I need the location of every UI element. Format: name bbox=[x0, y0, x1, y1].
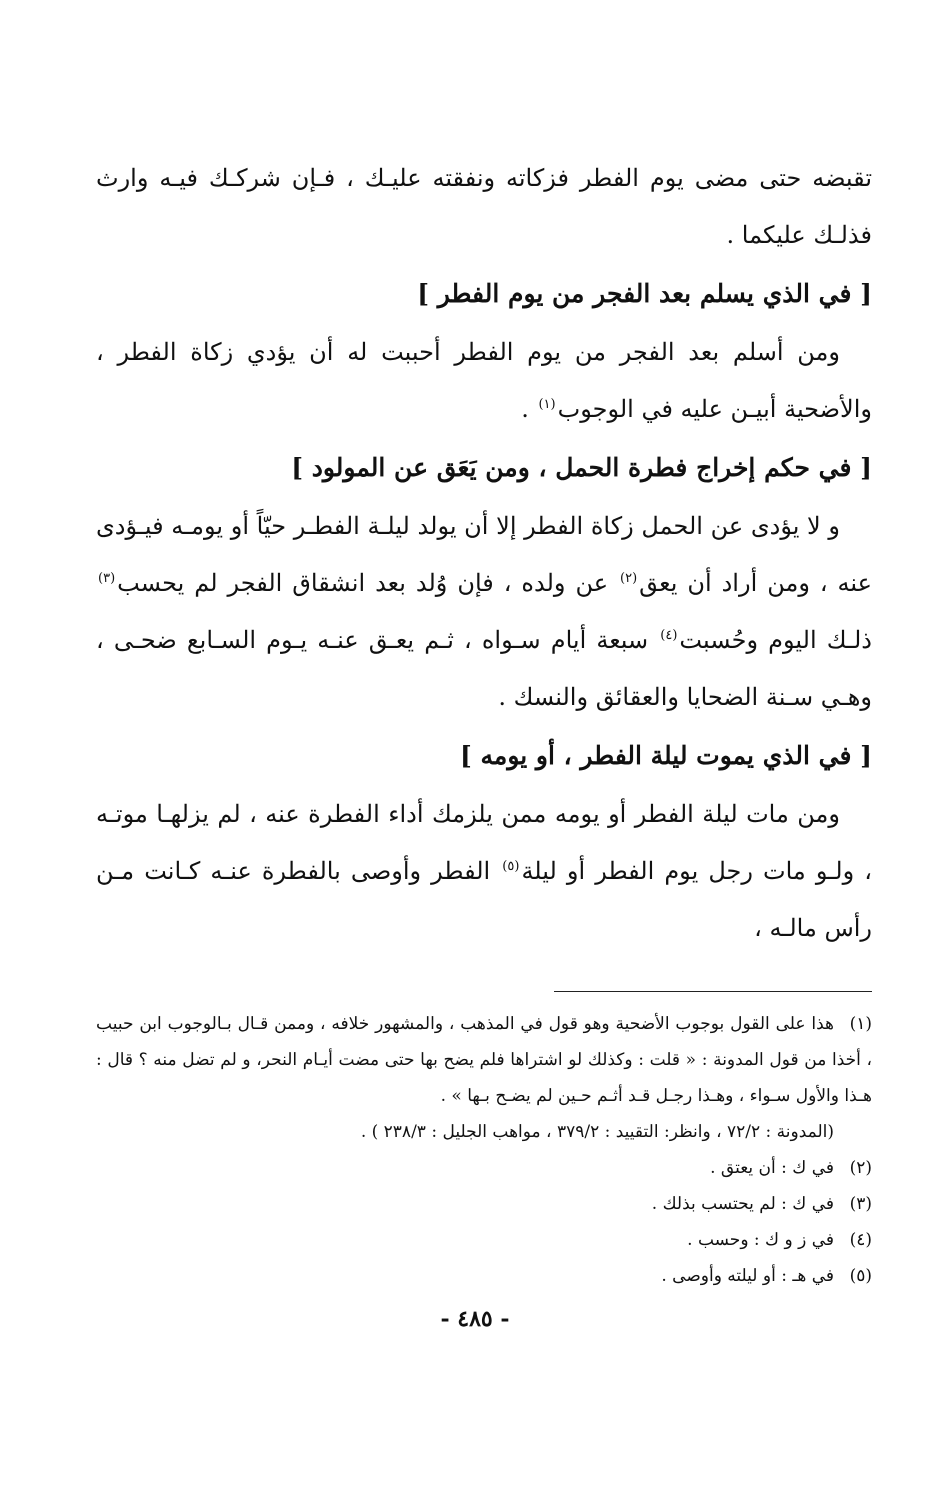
paragraph-2-text: ومن أسلم بعد الفجر من يوم الفطر أحببت له أن يؤدي زكاة الفطر ، والأضحية أبيـن عليه في الوجوب bbox=[96, 338, 872, 423]
footnote-4-number: (٤) bbox=[849, 1230, 872, 1250]
footnote-separator bbox=[554, 991, 872, 992]
section-heading-2: [ في حكم إخراج فطرة الحمل ، ومن يَعَق عن المولود ] bbox=[291, 453, 872, 482]
footnote-4-text: في ز و ك : وحسب . bbox=[687, 1230, 834, 1250]
footnote-ref-1[interactable]: (١) bbox=[538, 397, 556, 412]
footnote-1-text: هذا على القول بوجوب الأضحية وهو قول في المذهب ، والمشهور خلافه ، وممن قـال بـالوجوب ابن حبيب ، أخذا من قول المدونة : « قلت : وكذلك لو اشتراها فلم يضح بها حتى مضت أيـام النحر، و لم تضل منه ؟ قال : هـذا والأول سـواء ، وهـذا رجـل قـد أثـم حـين لم يضـح بـها » . bbox=[96, 1014, 872, 1106]
section-heading-1: [ في الذي يسلم بعد الفجر من يوم الفطر ] bbox=[417, 279, 872, 308]
footnote-2-number: (٢) bbox=[849, 1158, 872, 1178]
footnote-ref-5[interactable]: (٥) bbox=[502, 859, 520, 874]
footnote-ref-4[interactable]: (٤) bbox=[660, 628, 678, 643]
footnote-4 bbox=[96, 1222, 872, 1258]
footnote-5-number: (٥) bbox=[849, 1266, 872, 1286]
paragraph-2-end: . bbox=[521, 395, 537, 423]
footnote-1-sources: (المدونة : ٧٢/٢ ، وانظر: التقييد : ٣٧٩/٢ ، مواهب الجليل : ٢٣٨/٣ ) . bbox=[360, 1122, 834, 1142]
paragraph-1-text: تقبضه حتى مضى يوم الفطر فزكاته ونفقته عليـك ، فـإن شركـك فيـه وارث فذلـك عليكما . bbox=[96, 164, 872, 249]
page-number: - ٤٨٥ - bbox=[440, 1306, 510, 1332]
paragraph-3-text-b: عن ولده ، فإن وُلد بعد انشقاق الفجر لم يحسب bbox=[117, 569, 618, 597]
footnote-5-text: في هـ : أو ليلته وأوصى . bbox=[661, 1266, 834, 1286]
paragraph-2 bbox=[96, 324, 872, 438]
footnote-3-number: (٣) bbox=[849, 1194, 872, 1214]
footnote-ref-2[interactable]: (٢) bbox=[620, 571, 638, 586]
footnote-2-text: في ك : أن يعتق . bbox=[710, 1158, 834, 1178]
paragraph-4-text-a: ومن مات ليلة الفطر أو يومه ممن يلزمك أداء الفطرة عنه ، لم يزلهـا موتـه ، ولـو مات رجل يوم الفطر أو ليلة bbox=[96, 800, 872, 885]
footnote-3 bbox=[96, 1186, 872, 1222]
footnote-5 bbox=[96, 1258, 872, 1294]
paragraph-1 bbox=[96, 150, 872, 264]
paragraph-4-text-b: الفطر وأوصى بالفطرة عنـه كـانت مـن رأس مالـه ، bbox=[96, 857, 872, 942]
paragraph-3-text-a: و لا يؤدى عن الحمل زكاة الفطر إلا أن يولد ليلـة الفطـر حيّاً أو يومـه فيـؤدى عنه ، ومن أراد أن يعق bbox=[96, 512, 872, 597]
paragraph-3-text-d: سبعة أيام سـواه ، ثـم يعـق عنـه يـوم السـابع ضحـى ، وهـي سـنة الضحايا والعقائق والنسك . bbox=[96, 626, 872, 711]
footnote-2 bbox=[96, 1150, 872, 1186]
footnote-3-text: في ك : لم يحتسب بذلك . bbox=[651, 1194, 834, 1214]
page-content bbox=[96, 150, 872, 1294]
footnote-ref-3[interactable]: (٣) bbox=[98, 571, 116, 586]
footnote-1 bbox=[96, 1006, 872, 1114]
footnotes bbox=[96, 1006, 872, 1294]
paragraph-3 bbox=[96, 498, 872, 726]
footnote-1-number: (١) bbox=[849, 1014, 872, 1034]
paragraph-3-text-c: ذلـك اليوم وحُسبت bbox=[679, 626, 872, 654]
paragraph-4 bbox=[96, 786, 872, 957]
section-heading-3: [ في الذي يموت ليلة الفطر ، أو يومه ] bbox=[460, 741, 872, 770]
